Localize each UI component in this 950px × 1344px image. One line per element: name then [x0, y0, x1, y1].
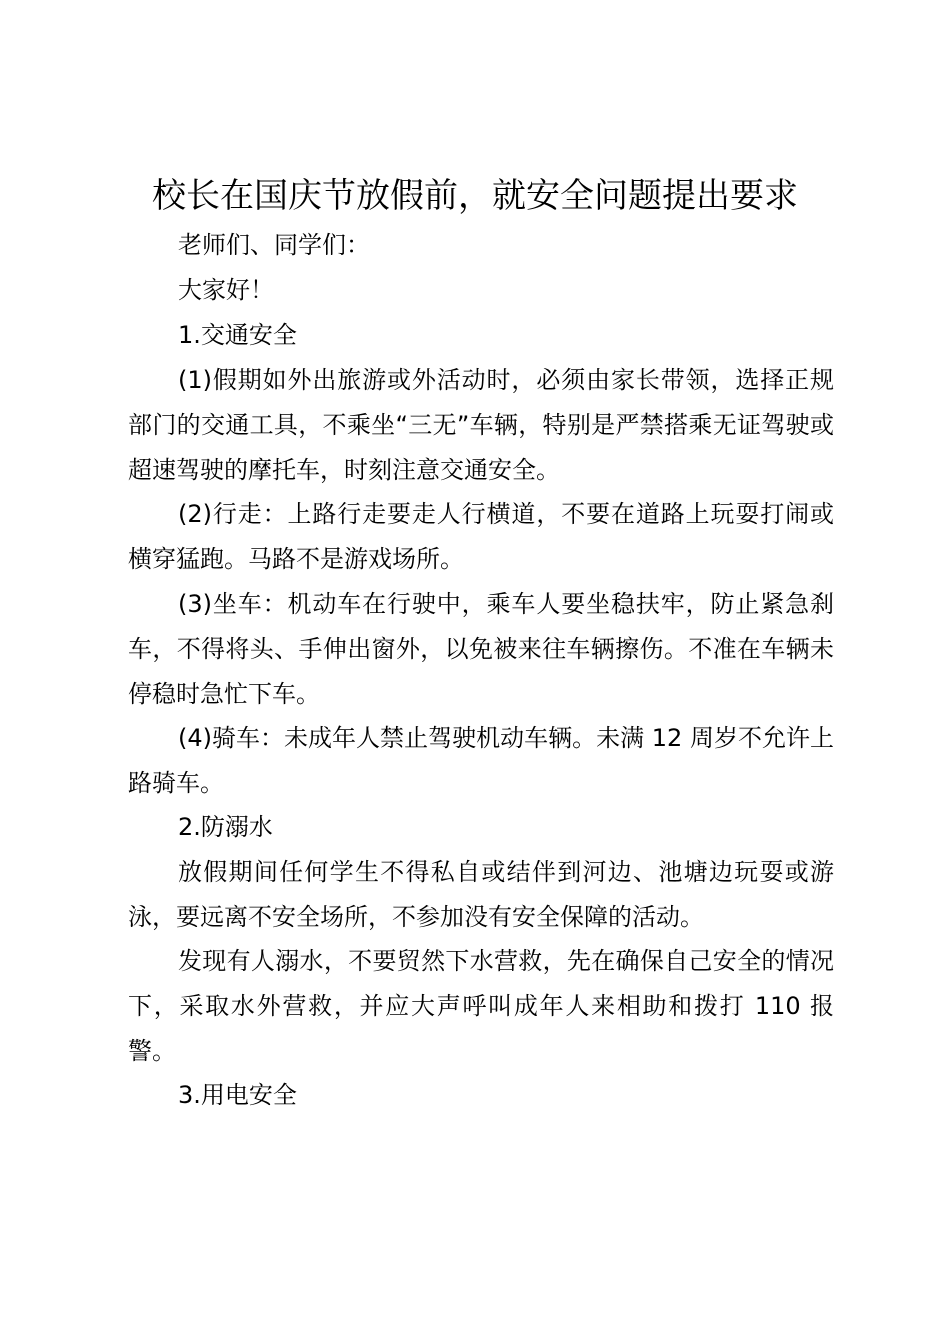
section-heading-electrical-safety: 3.用电安全	[178, 1081, 297, 1109]
paragraph-walking: (2)行走：上路行走要走人行横道，不要在道路上玩耍打闹或横穿猛跑。马路不是游戏场所。	[128, 500, 834, 573]
greeting-hello: 大家好！	[178, 276, 274, 304]
greeting-line: 老师们、同学们：	[178, 231, 370, 259]
document-title: 校长在国庆节放假前，就安全问题提出要求	[152, 176, 798, 216]
paragraph-cycling: (4)骑车：未成年人禁止驾驶机动车辆。未满 12 周岁不允许上路骑车。	[128, 724, 834, 797]
section-heading-drowning-prevention: 2.防溺水	[178, 813, 273, 841]
section-heading-traffic-safety: 1.交通安全	[178, 321, 297, 349]
paragraph-swimming-rule: 放假期间任何学生不得私自或结伴到河边、池塘边玩耍或游泳，要远离不安全场所，不参加没有安全保障的活动。	[128, 858, 834, 931]
paragraph-riding-vehicle: (3)坐车：机动车在行驶中，乘车人要坐稳扶牢，防止紧急刹车，不得将头、手伸出窗外，以免被来往车辆擦伤。不准在车辆未停稳时急忙下车。	[128, 590, 834, 708]
paragraph-rescue: 发现有人溺水，不要贸然下水营救，先在确保自己安全的情况下，采取水外营救，并应大声呼叫成年人来相助和拨打 110 报警。	[128, 947, 834, 1065]
paragraph-travel: (1)假期如外出旅游或外活动时，必须由家长带领，选择正规部门的交通工具，不乘坐“三无”车辆，特别是严禁搭乘无证驾驶或超速驾驶的摩托车，时刻注意交通安全。	[128, 366, 834, 484]
